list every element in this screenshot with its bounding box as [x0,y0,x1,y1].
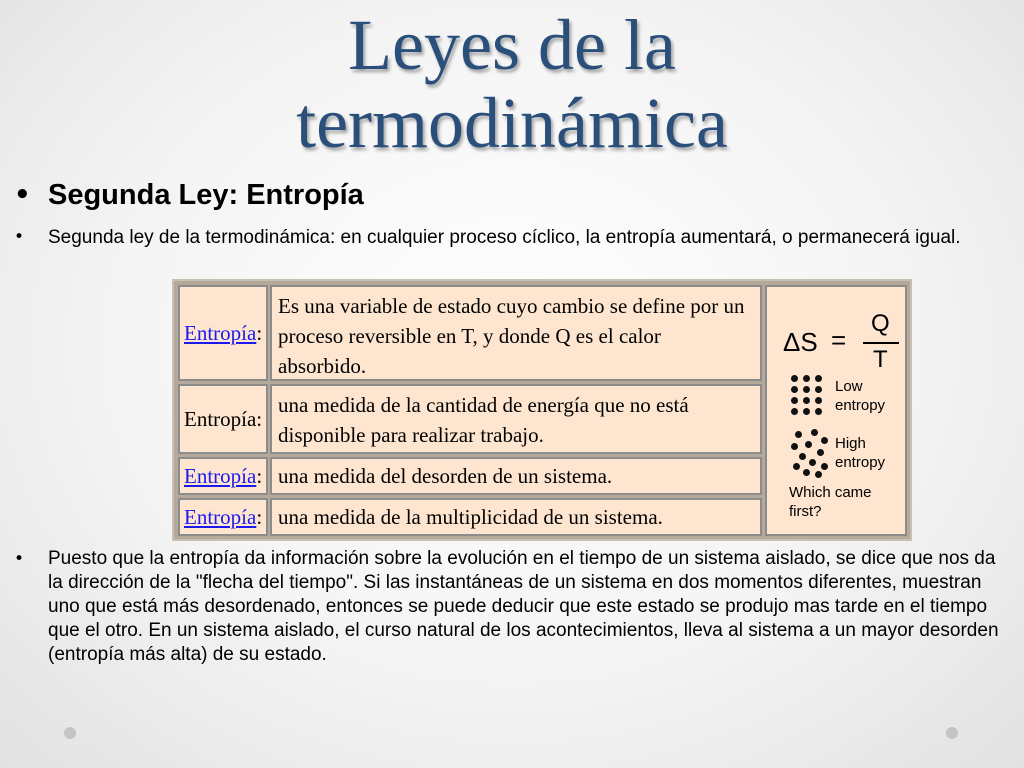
section-heading: Segunda Ley: Entropía [48,179,364,211]
intro-text: Segunda ley de la termodinámica: en cualquier proceso cíclico, la entropía aumentará, o permanecerá igual. [48,227,961,248]
formula-numerator: Q [871,310,890,337]
delta-s: ΔS [783,327,818,357]
entropy-formula [783,307,893,377]
slide-title-line-1: Leyes de la [348,5,676,85]
term-colon: : [256,321,263,345]
ordered-particles-icon [791,375,827,419]
slide-title-line-2: termodinámica [296,83,728,163]
low-entropy-label: Low entropy [835,378,886,414]
slide-title [0,6,1024,162]
fraction-bar [863,342,899,344]
bullet-icon: • [14,180,31,210]
which-came-first-label: Which came first? [789,484,872,520]
formula-denominator: T [873,346,888,373]
bullet-icon: • [14,549,25,569]
body-text: Puesto que la entropía da información sobre la evolución en el tiempo de un sistema aislado, se dice que nos da la dirección de la "flecha del tiempo". Si las instantáneas de un sistema en dos momentos diferentes, muestran uno que está más desordenado, entonces se puede deducir que este estado se produjo mas tarde en el tiempo que el otro. En un sistema aislado, el curso natural de los acontecimientos, lleva al sistema a un mayor desorden (entropía más alta) de su estado. [48,548,999,665]
high-entropy-label: High entropy [835,435,886,471]
decorative-dot-right [946,727,958,739]
bullet-icon: • [14,227,25,247]
table-row-term [178,498,268,536]
entropy-link[interactable]: Entropía [184,505,257,529]
table-row-definition: una medida de la multiplicidad de un sistema. [270,498,762,536]
equals-sign: = [831,325,847,355]
entropy-illustration [765,285,907,536]
table-row-definition: una medida de la cantidad de energía que no está disponible para realizar trabajo. [270,384,762,454]
table-row-term [178,285,268,381]
disordered-particles-icon [791,429,831,477]
term-text: Entropía: [184,407,263,431]
entropy-link[interactable]: Entropía [184,464,257,488]
entropy-link[interactable]: Entropía [184,321,257,345]
term-colon: : [256,505,263,529]
table-row-definition: una medida del desorden de un sistema. [270,457,762,495]
term-colon: : [256,464,263,488]
table-row-term [178,457,268,495]
entropy-definitions-table [172,279,912,541]
table-row-term [178,384,268,454]
decorative-dot-left [64,727,76,739]
table-row-definition: Es una variable de estado cuyo cambio se define por un proceso reversible en T, y donde Q es el calor absorbido. [270,285,762,381]
